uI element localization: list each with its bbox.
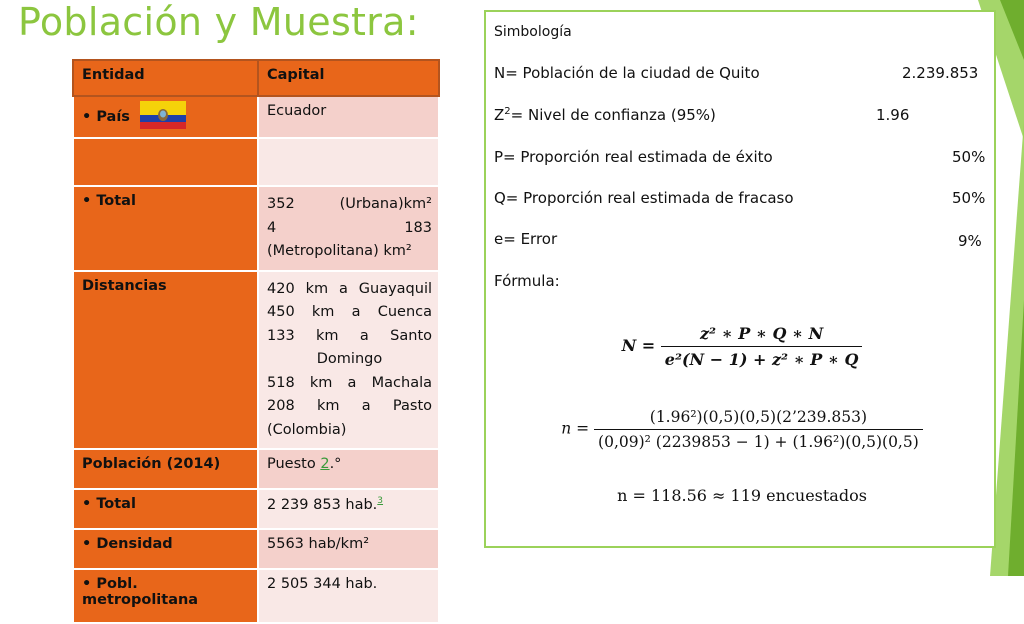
distance-line: 133 km a Santo [267, 327, 432, 344]
row-total-area-value [258, 186, 439, 271]
info-table [72, 59, 440, 624]
formula-denominator: e²(N − 1) + z² ∗ P ∗ Q [664, 350, 859, 369]
row-pais-value: Ecuador [258, 96, 439, 138]
distance-line: 518 km a Machala [267, 374, 432, 391]
row-total-area-label: • Total [73, 186, 258, 271]
distance-line: (Colombia) [267, 421, 347, 438]
z-label-pre: Z [494, 106, 505, 124]
substituted-formula [486, 408, 998, 451]
table-row [73, 529, 439, 569]
table-row [73, 569, 439, 623]
sample-size-formula [486, 324, 998, 369]
ecuador-flag-icon [140, 101, 186, 129]
table-header-row [73, 60, 439, 96]
empty-cell [258, 138, 439, 186]
simbologia-panel [484, 10, 996, 548]
reference-link[interactable]: 3 [377, 496, 384, 506]
distance-line: Domingo [316, 351, 383, 367]
formula2-lhs: n = [561, 419, 590, 438]
simbologia-heading: Simbología [494, 24, 572, 40]
z-label-sup: 2 [504, 106, 511, 117]
table-row [73, 449, 439, 489]
formula-numerator: z² ∗ P ∗ Q ∗ N [661, 324, 863, 347]
area-line: 352 (Urbana)km² [267, 196, 432, 212]
row-total-pob-label: • Total [73, 489, 258, 529]
table-row [73, 271, 439, 450]
area-line: (Metropolitana) km² [267, 243, 412, 259]
poblacion-rank-link[interactable]: 2 [320, 456, 330, 472]
row-pobl-metro-value: 2 505 344 hab. [258, 569, 439, 623]
header-capital: Capital [258, 60, 439, 96]
e-value: 9% [958, 232, 982, 250]
result-text: n = 118.56 ≈ 119 encuestados [617, 486, 867, 505]
formula2-denominator: (0,09)² (2239853 − 1) + (1.96²)(0,5)(0,5) [598, 433, 919, 451]
table-row [73, 489, 439, 529]
row-poblacion-value [258, 449, 439, 489]
row-pais-label [73, 96, 258, 138]
poblacion-prefix: Puesto [267, 456, 321, 472]
formula2-numerator: (1.96²)(0,5)(0,5)(2’239.853) [594, 408, 923, 430]
z-label-post: = Nivel de confianza (95%) [510, 106, 716, 124]
formula-lhs: N = [621, 336, 656, 355]
pais-label: • País [82, 109, 130, 125]
table-row [73, 186, 439, 271]
distance-line: 420 km a Guayaquil [267, 280, 432, 297]
row-distancias-value [258, 271, 439, 450]
poblacion-suffix: .° [329, 456, 342, 472]
formula2-fraction [594, 408, 923, 451]
distance-line: 450 km a Cuenca [267, 304, 432, 320]
row-distancias-label: Distancias [73, 271, 258, 450]
row-total-pob-value [258, 489, 439, 529]
q-value: 50% [952, 189, 986, 207]
distance-line: 208 km a Pasto [267, 398, 432, 414]
n-label: N= Población de la ciudad de Quito [494, 64, 760, 82]
q-label: Q= Proporción real estimada de fracaso [494, 189, 794, 207]
p-label: P= Proporción real estimada de éxito [494, 148, 773, 166]
p-value: 50% [952, 148, 986, 166]
n-value: 2.239.853 [902, 64, 979, 82]
row-poblacion-label: Población (2014) [73, 449, 258, 489]
row-densidad-value: 5563 hab/km² [258, 529, 439, 569]
table-row [73, 138, 439, 186]
z-value: 1.96 [876, 106, 910, 124]
formula-label: Fórmula: [494, 272, 560, 290]
area-line: 4 183 [267, 219, 432, 236]
total-pob-text: 2 239 853 hab. [267, 496, 378, 513]
e-label: e= Error [494, 230, 558, 248]
page-title: Población y Muestra: [18, 0, 419, 44]
table-row [73, 96, 439, 138]
formula-fraction [661, 324, 863, 369]
row-densidad-label: • Densidad [73, 529, 258, 569]
z-label [494, 106, 716, 124]
row-pobl-metro-label: • Pobl. metropolitana [73, 569, 258, 623]
header-entidad: Entidad [73, 60, 258, 96]
empty-cell [73, 138, 258, 186]
